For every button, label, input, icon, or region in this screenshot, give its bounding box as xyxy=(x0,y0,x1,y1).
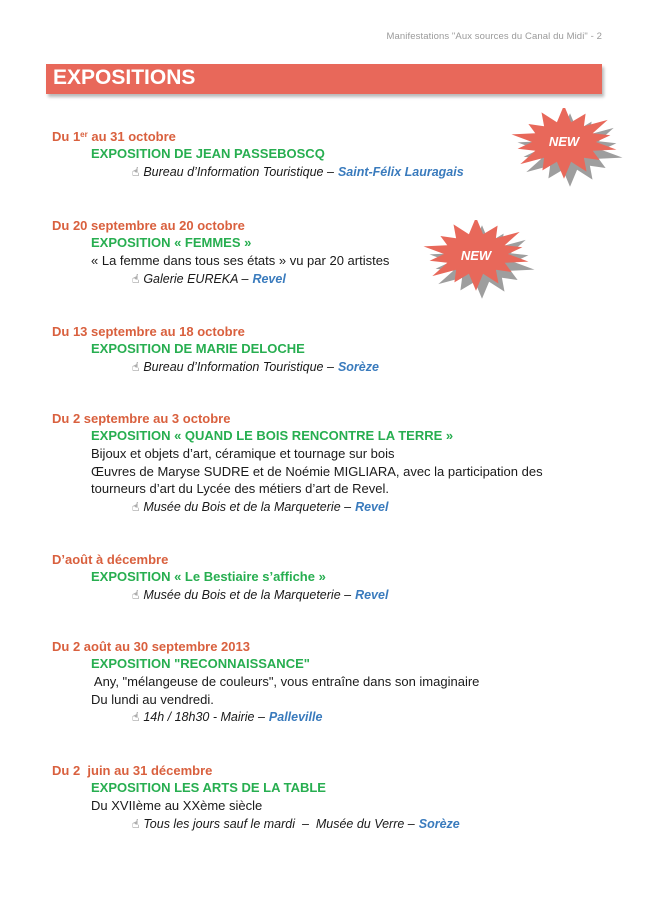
event-bois-terre xyxy=(52,410,612,516)
event-deloche xyxy=(52,323,612,376)
pointing-hand-icon: ☝ xyxy=(132,271,140,286)
event-description: « La femme dans tous ses états » vu par 20 artistes xyxy=(91,253,390,268)
pointing-hand-icon: ☝ xyxy=(132,165,140,179)
event-town: Palleville xyxy=(268,710,323,724)
event-date-range: au 31 octobre xyxy=(87,129,176,144)
event-bestiaire xyxy=(52,551,612,604)
event-description: tourneurs d’art du Lycée des métiers d’art de Revel. xyxy=(91,481,389,496)
event-town: Revel xyxy=(355,588,389,602)
event-date-day: Du 1 xyxy=(52,129,81,144)
event-title: EXPOSITION « Le Bestiaire s’affiche » xyxy=(91,569,326,584)
pointing-hand-icon: ☝ xyxy=(132,360,140,374)
event-venue: Tous les jours sauf le mardi – Musée du Verre – xyxy=(143,816,415,831)
event-location xyxy=(132,498,612,516)
new-badge-label: NEW xyxy=(460,248,492,263)
event-location xyxy=(132,586,612,604)
event-venue: Bureau d’Information Touristique – xyxy=(143,165,334,179)
event-date-ordinal: er xyxy=(80,130,88,139)
event-town: Saint-Félix Lauragais xyxy=(337,165,464,179)
event-date: D’août à décembre xyxy=(52,552,169,567)
event-venue: Musée du Bois et de la Marqueterie – xyxy=(143,499,352,514)
event-date: Du 2 juin au 31 décembre xyxy=(52,763,213,778)
event-location xyxy=(132,270,612,288)
event-venue: 14h / 18h30 - Mairie – xyxy=(143,710,265,724)
section-title: EXPOSITIONS xyxy=(53,66,196,89)
event-location xyxy=(132,815,612,833)
pointing-hand-icon: ☝ xyxy=(132,710,140,724)
running-header: Manifestations "Aux sources du Canal du Midi" - 2 xyxy=(386,31,602,42)
event-town: Sorèze xyxy=(337,360,379,374)
event-description: Du XVIIème au XXème siècle xyxy=(91,798,263,813)
event-town: Sorèze xyxy=(418,816,460,831)
event-description: Œuvres de Maryse SUDRE et de Noémie MIGLIARA, avec la participation des xyxy=(91,463,543,479)
event-title: EXPOSITION DE MARIE DELOCHE xyxy=(91,341,305,356)
event-title: EXPOSITION « QUAND LE BOIS RENCONTRE LA TERRE » xyxy=(91,428,454,443)
event-venue: Musée du Bois et de la Marqueterie – xyxy=(143,588,352,602)
event-description: Bijoux et objets d’art, céramique et tournage sur bois xyxy=(91,446,395,461)
event-location xyxy=(132,358,612,376)
event-title: EXPOSITION « FEMMES » xyxy=(91,235,252,250)
pointing-hand-icon: ☝ xyxy=(132,588,140,602)
event-arts-table xyxy=(52,762,612,833)
new-badge-starburst xyxy=(410,220,540,306)
event-description: Du lundi au vendredi. xyxy=(91,691,214,707)
event-venue: Bureau d’Information Touristique – xyxy=(143,360,334,374)
event-town: Revel xyxy=(252,271,286,286)
event-date: Du 2 septembre au 3 octobre xyxy=(52,411,231,426)
new-badge-label: NEW xyxy=(548,134,580,149)
event-title: EXPOSITION "RECONNAISSANCE" xyxy=(91,656,310,671)
event-venue: Galerie EUREKA – xyxy=(143,271,249,286)
event-date: Du 13 septembre au 18 octobre xyxy=(52,324,245,339)
event-town: Revel xyxy=(355,499,389,514)
event-date: Du 20 septembre au 20 octobre xyxy=(52,218,245,233)
event-title: EXPOSITION LES ARTS DE LA TABLE xyxy=(91,780,326,795)
new-badge-starburst xyxy=(498,108,628,194)
event-description: Any, "mélangeuse de couleurs", vous entraîne dans son imaginaire xyxy=(91,674,480,689)
event-date: Du 2 août au 30 septembre 2013 xyxy=(52,639,250,654)
event-location xyxy=(132,708,612,726)
pointing-hand-icon: ☝ xyxy=(132,816,140,831)
event-reconnaissance xyxy=(52,638,612,726)
section-banner xyxy=(46,64,602,94)
event-title: EXPOSITION DE JEAN PASSEBOSCQ xyxy=(91,146,325,161)
pointing-hand-icon: ☝ xyxy=(132,499,140,514)
